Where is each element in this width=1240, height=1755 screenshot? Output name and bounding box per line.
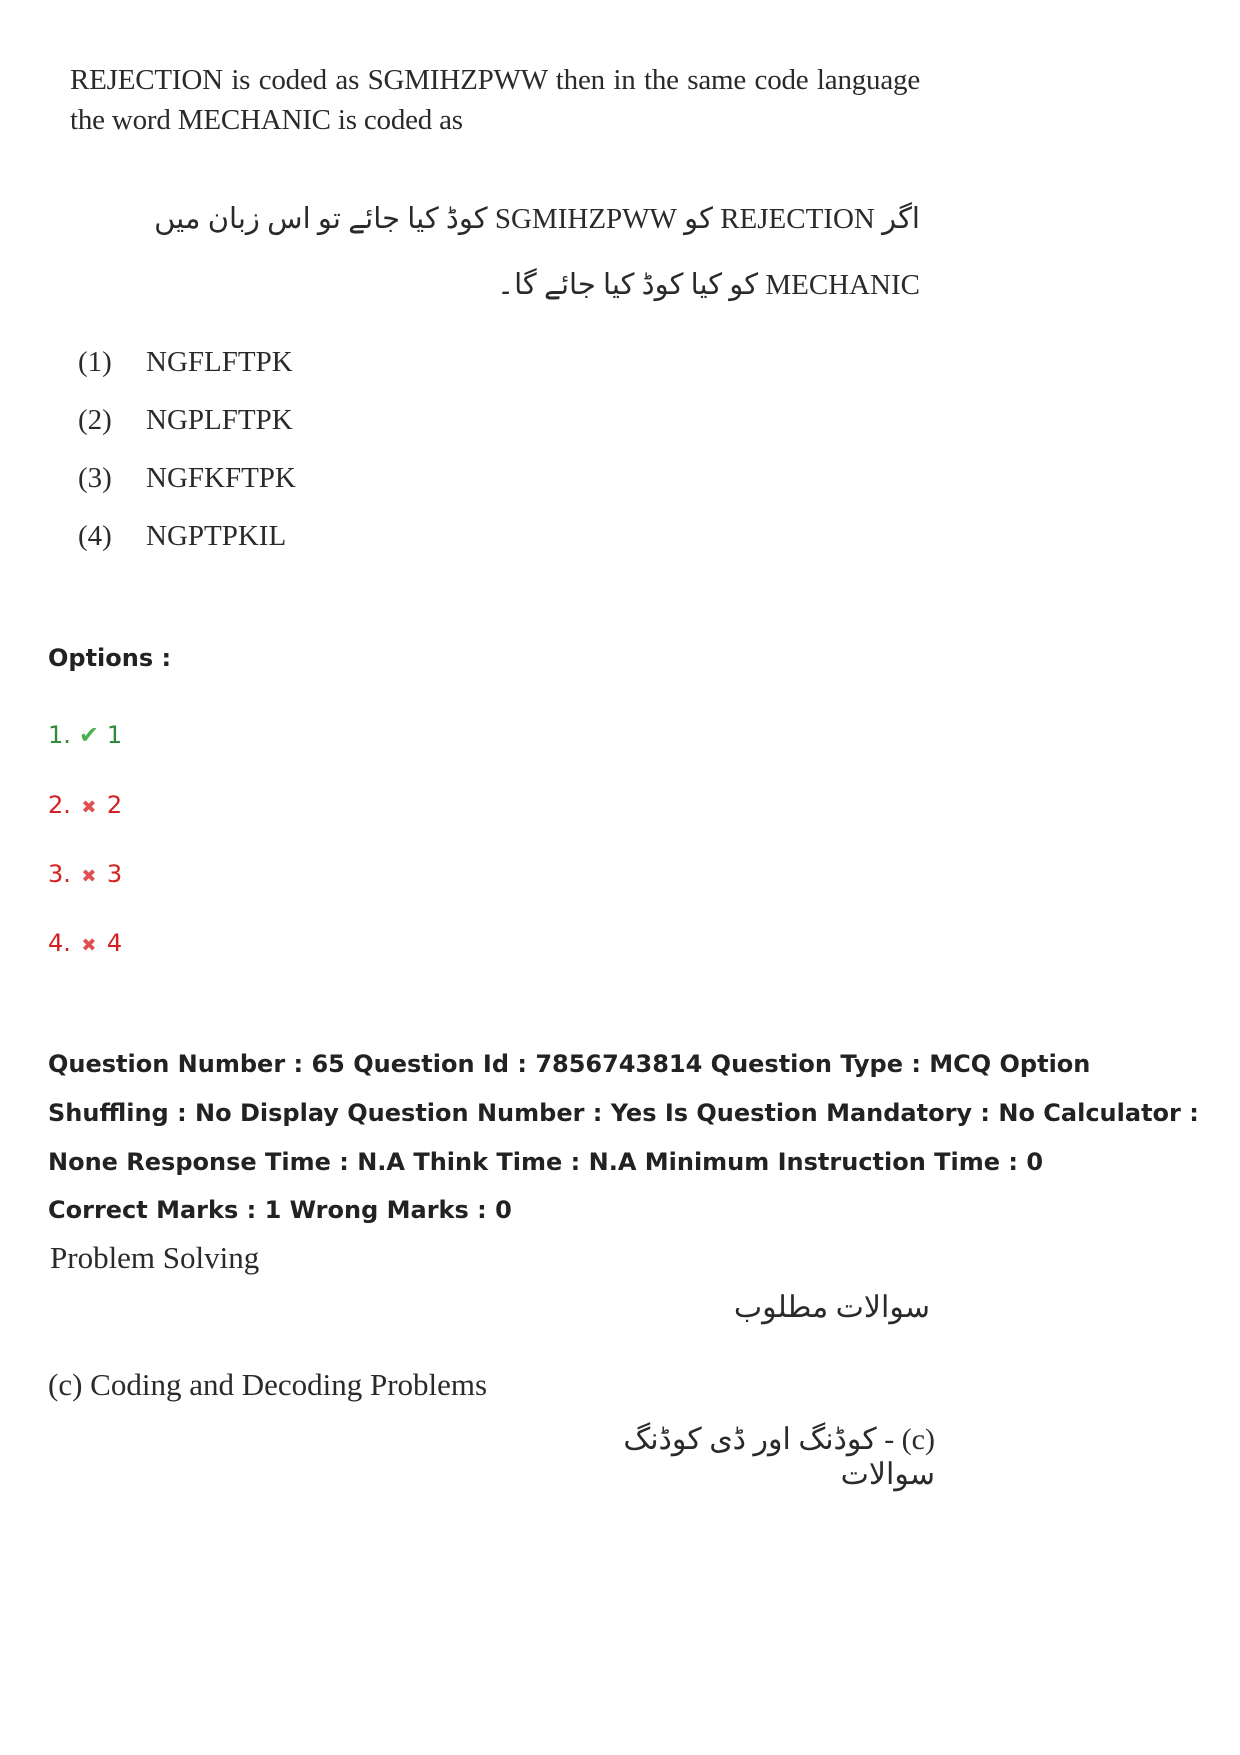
cross-icon: ✖ — [81, 935, 97, 956]
choice-text: NGFKFTPK — [146, 462, 296, 494]
choice-number: (2) — [78, 404, 112, 436]
choice-text: NGFLFTPK — [146, 346, 293, 378]
question-text-urdu: اگر REJECTION کو SGMIHZPWW کوڈ کیا جائے تو اس زبان میں MECHANIC کو کیا کوڈ کیا جائے گا۔ — [154, 203, 920, 301]
option-3 — [48, 857, 122, 891]
option-label: 4 — [106, 929, 123, 957]
choice-number: (3) — [78, 462, 112, 494]
choice-text: NGPLFTPK — [146, 404, 293, 436]
option-1 — [48, 718, 122, 752]
option-label: 1 — [106, 721, 123, 749]
choice-number: (1) — [78, 346, 112, 378]
option-label: 3 — [106, 860, 123, 888]
topic-title: (c) Coding and Decoding Problems — [48, 1367, 488, 1402]
answer-choice-2 — [78, 400, 293, 440]
option-2 — [48, 788, 122, 822]
choice-number: (4) — [78, 520, 112, 552]
cross-icon: ✖ — [81, 797, 97, 818]
answer-choice-3 — [78, 458, 296, 498]
option-4 — [48, 926, 122, 960]
option-prefix: 3. — [48, 860, 71, 888]
cross-icon: ✖ — [81, 866, 97, 887]
subject-title-urdu: سوالات مطلوب — [733, 1291, 930, 1324]
option-prefix: 4. — [48, 929, 71, 957]
choice-text: NGPTPKIL — [146, 520, 287, 552]
subject-title: Problem Solving — [50, 1240, 260, 1275]
answer-choice-4 — [78, 516, 286, 556]
marks-info: Correct Marks : 1 Wrong Marks : 0 — [48, 1196, 512, 1224]
option-prefix: 2. — [48, 791, 71, 819]
answer-choice-1 — [78, 342, 293, 382]
options-heading: Options : — [48, 644, 172, 672]
topic-title-urdu: (c) - کوڈنگ اور ڈی کوڈنگ سوالات — [623, 1423, 935, 1491]
question-text-english: REJECTION is coded as SGMIHZPWW then in the same code language the word MECHANIC is coded as — [70, 64, 920, 136]
option-prefix: 1. — [48, 721, 71, 749]
check-icon: ✔ — [78, 721, 99, 749]
option-label: 2 — [106, 791, 123, 819]
question-metadata: Question Number : 65 Question Id : 7856743814 Question Type : MCQ Option Shuffling : No Display Question Number : Yes Is Question Mandatory : No Calculator : None Response Time : N.A Think Time : N.A Minimum Instruction Time : 0 — [48, 1050, 1199, 1176]
